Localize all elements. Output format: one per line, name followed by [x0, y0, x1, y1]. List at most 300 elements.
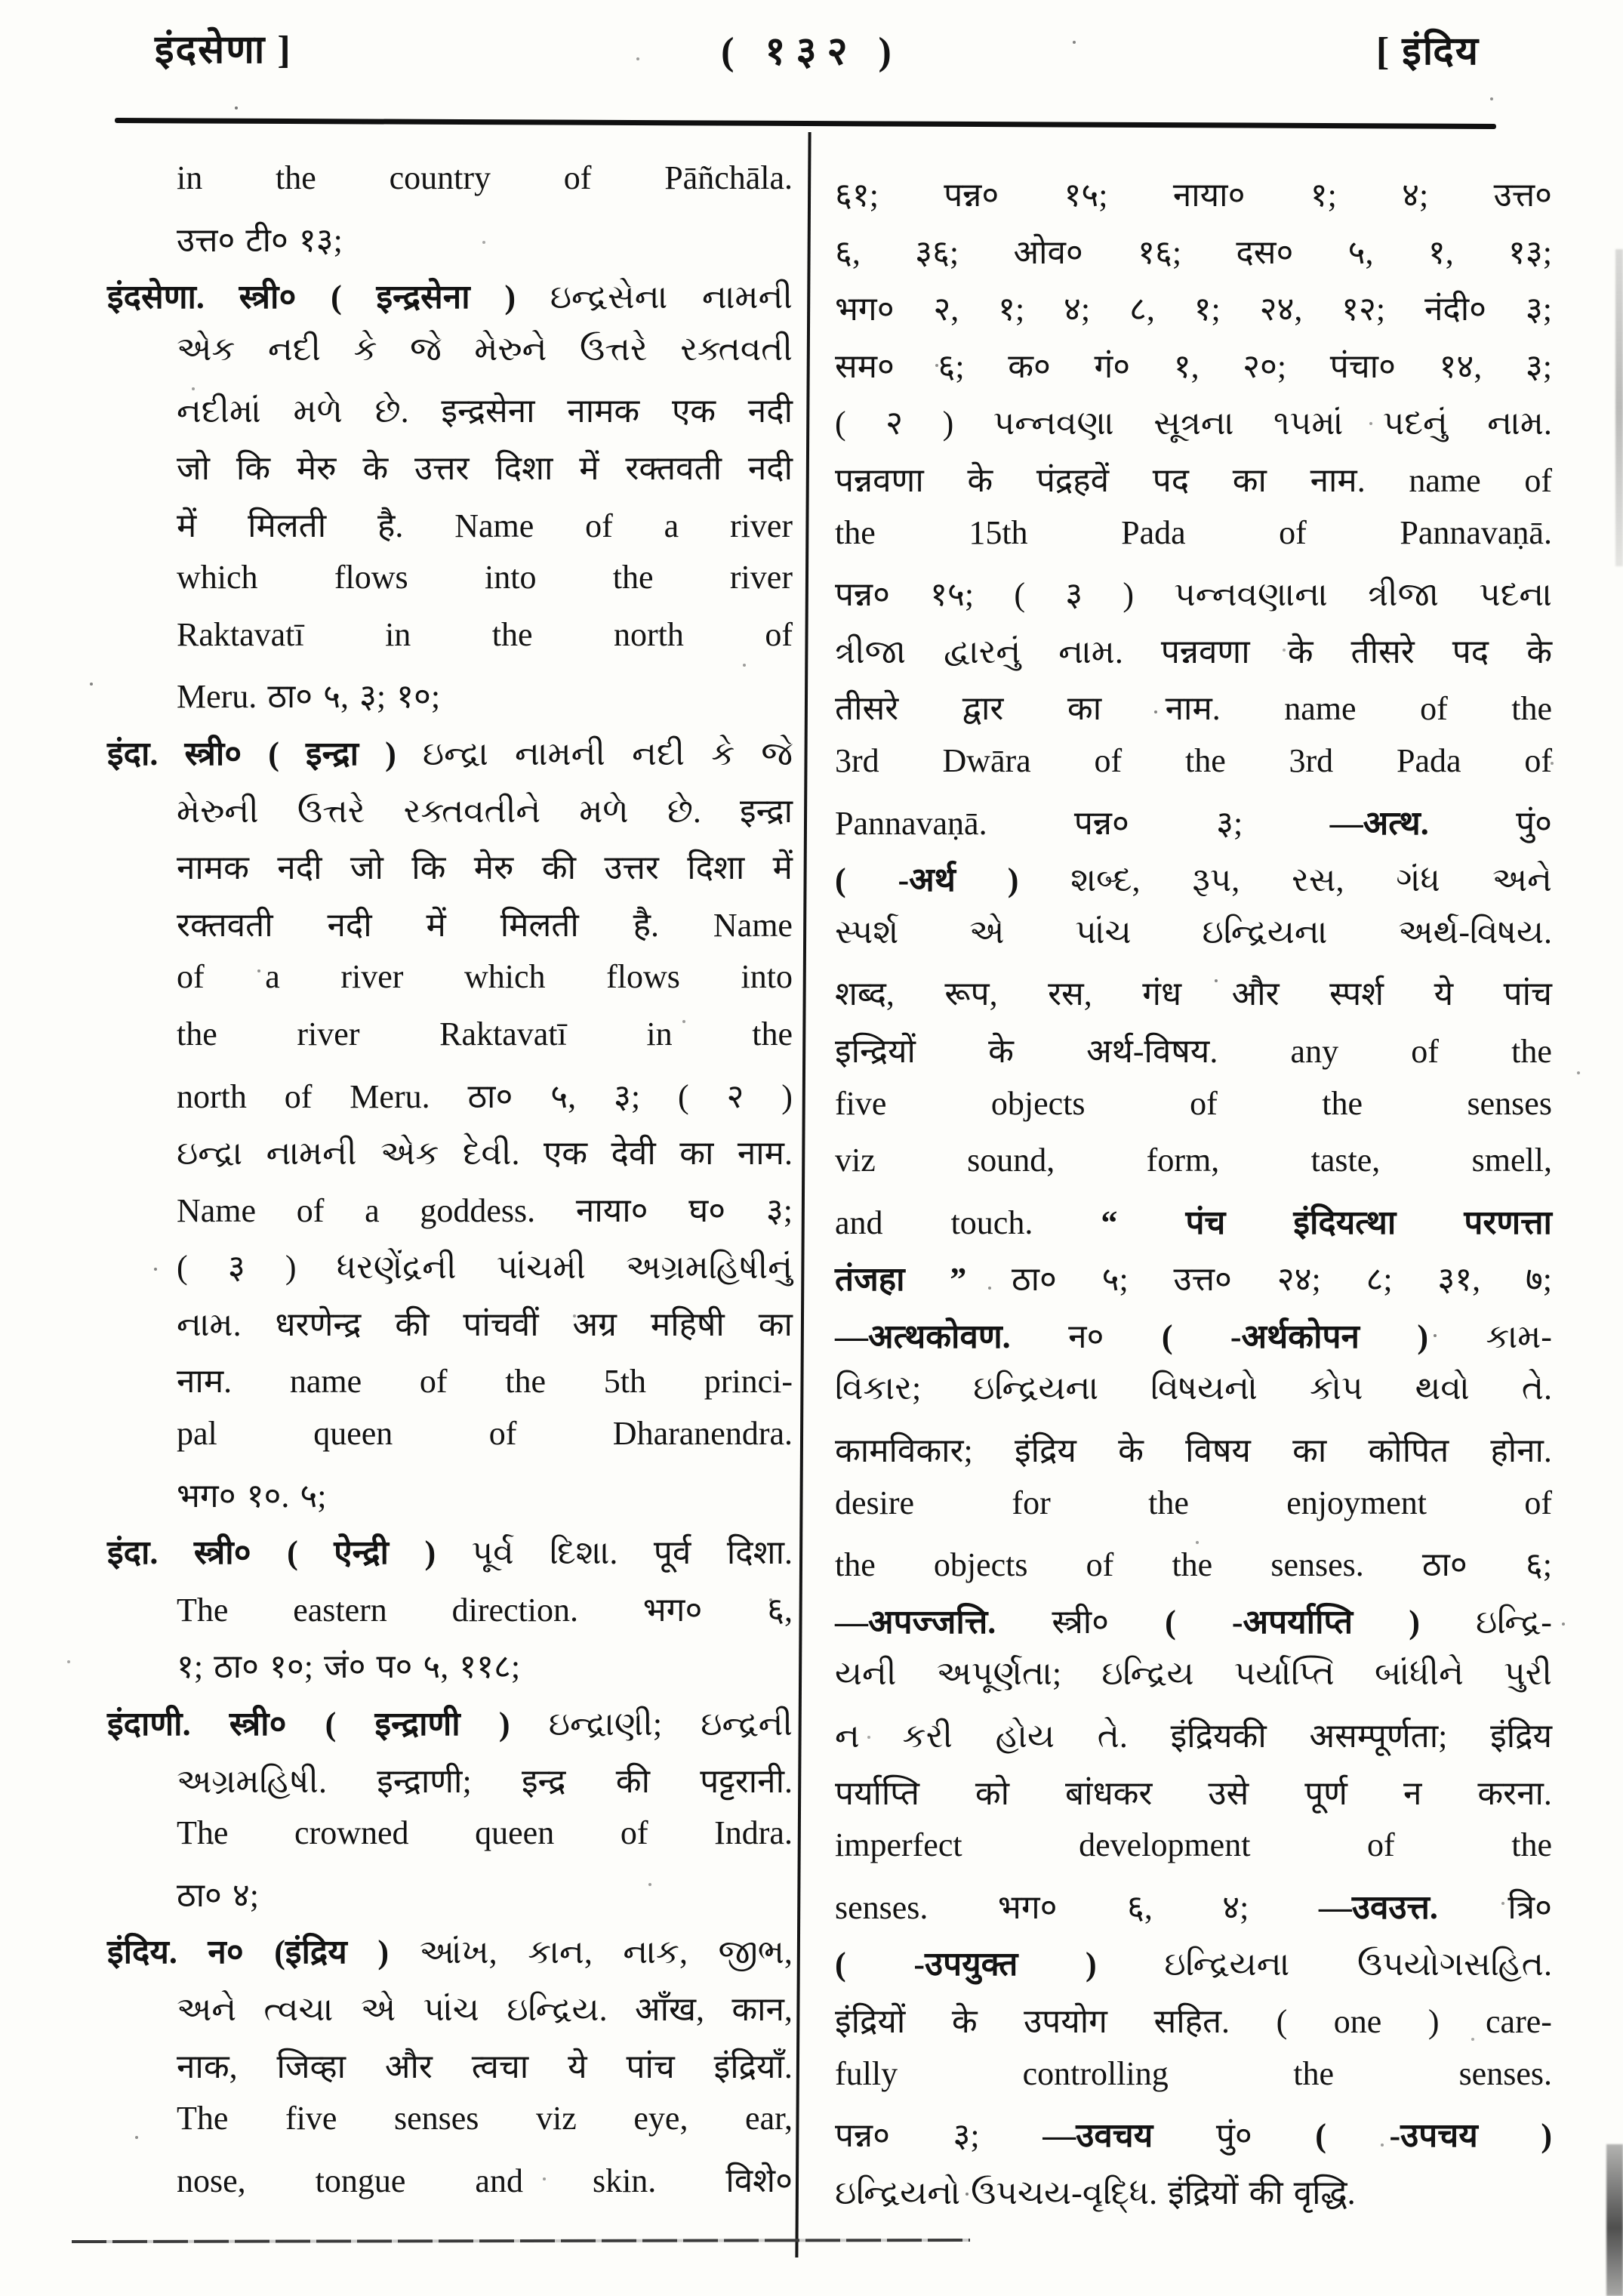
text-segment: નામની [266, 1135, 357, 1173]
text-line [835, 913, 1552, 970]
text-line [835, 1654, 1552, 1712]
text-segment: એ [969, 913, 1005, 951]
text-segment: एक [671, 393, 716, 430]
text-segment: धरणेन्द्र [275, 1305, 362, 1343]
text-segment: એક [380, 1135, 439, 1173]
text-segment: કે [353, 330, 377, 368]
text-segment: ઇન્દ્રાણી; [548, 1706, 663, 1743]
text-segment: ३; [1525, 347, 1552, 385]
text-line [107, 1814, 793, 1871]
text-segment: ગંધ [1396, 861, 1440, 899]
column-divider [795, 132, 811, 2257]
text-segment: ઇન્દ્રિયનો [835, 2174, 961, 2211]
headword-segment: “ [1101, 1203, 1118, 1241]
text-segment: in [385, 615, 411, 653]
text-segment: થવો [1415, 1370, 1470, 1407]
text-segment: टी० [245, 221, 288, 259]
headword-segment: पंच [1185, 1203, 1226, 1241]
text-segment: 3rd [1289, 741, 1334, 779]
text-segment: પાંચ [423, 1991, 479, 2028]
text-segment: flows [606, 958, 680, 996]
text-segment: સ્પર્શ [835, 913, 899, 951]
text-segment: મળે [293, 393, 343, 430]
headword-segment: —उवचय [1042, 2117, 1153, 2155]
text-segment: five [835, 1084, 887, 1122]
text-segment: Pannavaṇā. [1400, 513, 1552, 551]
text-segment: पन्नवणा [1160, 633, 1250, 670]
text-segment: Dharanendra. [612, 1415, 793, 1453]
text-segment: पंचा० [1329, 347, 1396, 385]
headword-segment: ) [424, 1534, 436, 1572]
scan-noise-speckles [0, 0, 2, 2]
text-segment: में [426, 906, 446, 944]
text-segment: कोपित [1368, 1432, 1449, 1470]
text-line [107, 1300, 793, 1358]
text-segment: १५; [1064, 177, 1108, 214]
text-segment: १०. [246, 1477, 290, 1515]
text-segment: महिषी [650, 1305, 725, 1343]
text-segment: ठा० [267, 678, 313, 716]
text-segment: २०; [1243, 347, 1287, 385]
text-segment: The [177, 2100, 229, 2137]
text-segment: અગ્રમહિષી. [177, 1762, 328, 1800]
text-segment: objects [990, 1084, 1086, 1122]
text-segment: Meru. [350, 1077, 430, 1115]
text-segment: का [1292, 1432, 1327, 1470]
text-segment: स्पर्श [1329, 975, 1384, 1013]
text-segment: ४; [1064, 291, 1091, 328]
text-segment: ઇન્દ્રિયના [973, 1370, 1099, 1407]
text-segment: त्वचा [471, 2048, 529, 2085]
text-segment: enjoyment [1286, 1484, 1427, 1521]
text-segment: क० [1008, 347, 1051, 385]
text-segment: ८; [1366, 1261, 1393, 1299]
text-segment: पद [1152, 461, 1190, 499]
text-segment: કામ- [1486, 1318, 1552, 1355]
text-segment: જે [410, 330, 442, 368]
text-line [107, 1700, 793, 1757]
headword-segment: ) [498, 1706, 510, 1743]
text-segment: न [1403, 1774, 1422, 1812]
text-segment: રક્તવતી [680, 330, 793, 368]
text-line [835, 627, 1552, 685]
text-line [107, 729, 793, 787]
text-segment: of [419, 1363, 448, 1401]
text-line [835, 1769, 1552, 1826]
text-segment: जो [177, 449, 211, 487]
text-segment: નદીમાં [177, 393, 261, 430]
text-segment: इन्द्रसेना [441, 393, 535, 430]
text-segment: care- [1486, 2003, 1552, 2040]
text-segment: of [1086, 1546, 1114, 1584]
text-segment: में [177, 507, 197, 544]
text-segment: મેરુની [177, 792, 259, 830]
text-segment: की [395, 1305, 430, 1343]
text-segment: ઇન્દ્રની [701, 1706, 793, 1743]
text-segment: ६१; [835, 177, 879, 214]
text-segment: रक्तवती [625, 449, 722, 487]
text-segment: of [1367, 1826, 1395, 1864]
text-segment: भग० [177, 1477, 236, 1515]
text-segment: in [646, 1015, 673, 1052]
text-segment: के [988, 1032, 1014, 1070]
text-segment: ) [1123, 576, 1135, 614]
text-segment: princi- [704, 1363, 793, 1401]
text-segment: queen [475, 1814, 555, 1852]
headword-segment: -उपचय [1389, 2117, 1478, 2155]
text-segment: ધરણેંદ્રની [336, 1249, 457, 1287]
text-segment: २४, [1259, 291, 1303, 328]
headword-segment: -उपयुक्त [913, 1946, 1018, 1983]
text-segment: Pāñchāla. [664, 159, 793, 196]
headword-segment: स्त्री० [229, 1706, 287, 1743]
headword-segment: ) [1541, 2117, 1552, 2155]
headword-segment: —उवउत्त. [1318, 1888, 1438, 1926]
text-segment: ( [677, 1077, 689, 1115]
text-segment: of [1524, 741, 1552, 779]
headword-segment: स्त्री० [193, 1534, 251, 1572]
scan-edge-smudge [1606, 2144, 1623, 2296]
headword-segment: (इंद्रिय [274, 1934, 347, 1971]
text-segment: a [265, 958, 280, 996]
text-segment: one [1333, 2003, 1382, 2040]
text-segment: જીભ, [718, 1934, 793, 1971]
text-segment: છે. [374, 393, 409, 430]
text-line [107, 159, 793, 216]
text-segment: નામની [515, 735, 606, 772]
text-segment: पन्न० [835, 2117, 890, 2155]
text-segment: skin. [592, 2162, 657, 2199]
text-segment: name [1284, 690, 1357, 728]
headword-segment: -अर्थ [898, 861, 956, 899]
text-segment: the [835, 1546, 876, 1584]
text-line [835, 969, 1552, 1027]
text-segment: भग० [642, 1591, 703, 1629]
text-segment: अर्थ-विषय. [1086, 1032, 1218, 1070]
text-segment: કોપ [1309, 1370, 1363, 1407]
text-line [107, 1985, 793, 2042]
text-segment: રક્તવતીને [403, 792, 541, 830]
text-segment: १२; [1341, 291, 1386, 328]
text-line [835, 799, 1552, 856]
text-segment: मेरु [296, 449, 337, 487]
text-segment: नाम. [737, 1135, 793, 1173]
text-segment: and [835, 1203, 883, 1241]
text-line [107, 1928, 793, 1985]
text-segment: इन्द्रा [740, 792, 793, 830]
text-segment: પર્યાપ્તિ [1233, 1655, 1335, 1693]
headword-segment: स्त्री० [184, 735, 242, 772]
text-segment: river [729, 507, 793, 544]
text-segment: ४; [232, 1876, 259, 1914]
text-segment: Name [454, 507, 534, 544]
text-segment: घ० [688, 1191, 726, 1229]
text-segment: એ [360, 1991, 396, 2028]
text-segment: પદના [1479, 576, 1552, 614]
text-segment: भग० [835, 291, 895, 328]
text-segment: of [488, 1415, 517, 1453]
text-segment: કરી [902, 1718, 953, 1755]
text-segment: eastern [293, 1591, 387, 1629]
headword-segment: ) [504, 279, 516, 316]
text-line [835, 1141, 1552, 1198]
text-segment: form, [1146, 1142, 1220, 1179]
text-segment: ५; [300, 1477, 327, 1515]
text-segment: ) [285, 1249, 297, 1287]
text-segment: अग्र [572, 1305, 617, 1343]
text-segment: और [384, 2048, 433, 2085]
text-segment: the [276, 159, 316, 196]
text-segment: २४; [1277, 1261, 1321, 1299]
text-segment: इंद्रियाँ. [713, 2048, 793, 2085]
text-segment: નામ. [177, 1305, 242, 1343]
text-segment: fully [835, 2054, 898, 2092]
text-segment: उत्तर [414, 449, 470, 487]
text-segment: કાન, [528, 1934, 593, 1971]
right-column [835, 171, 1552, 2225]
text-segment: the [835, 513, 876, 551]
text-segment: का [1067, 690, 1102, 728]
text-segment: objects [933, 1546, 1028, 1584]
text-segment: the [1172, 1546, 1213, 1584]
text-segment: ત્રીજા [1367, 576, 1439, 614]
text-segment: की [1249, 2174, 1283, 2211]
text-segment: Dwāra [942, 741, 1031, 779]
text-segment: ઇન્દ્રિયના [1164, 1946, 1290, 1983]
text-segment: the [1184, 741, 1226, 779]
text-segment: गंध [1142, 975, 1182, 1013]
text-segment: आँख, [635, 1991, 704, 2028]
text-segment: the [1148, 1484, 1189, 1521]
text-segment: १४, [1439, 347, 1483, 385]
headword-segment: इन्द्रसेना [376, 279, 470, 316]
text-line [835, 855, 1552, 913]
text-segment: of [765, 615, 793, 653]
text-line [835, 513, 1552, 571]
text-segment: the [1322, 1084, 1363, 1122]
text-segment: दिशा [687, 849, 745, 887]
text-segment: नाम. [177, 1363, 233, 1401]
text-line [107, 216, 793, 273]
text-segment: ( [835, 405, 846, 442]
text-segment: १३; [298, 221, 343, 259]
headword-segment: ( [1165, 1603, 1176, 1641]
text-segment: २ [726, 1077, 744, 1115]
text-segment: યની [835, 1655, 897, 1693]
text-line [107, 387, 793, 444]
text-segment: की [615, 1762, 650, 1800]
text-segment: नाया० [575, 1191, 648, 1229]
headword-segment: इन्द्राणी [374, 1706, 460, 1743]
text-segment: of [620, 1814, 648, 1852]
text-segment: शब्द, [835, 975, 895, 1013]
text-segment: इंद्रिय [1490, 1718, 1552, 1755]
text-segment: ७; [1525, 1261, 1552, 1299]
text-segment: pal [177, 1415, 217, 1453]
text-line [835, 2168, 1552, 2226]
text-segment: તે. [1097, 1718, 1128, 1755]
text-segment: એક [177, 330, 236, 368]
text-segment: जं० [323, 1648, 366, 1686]
text-segment: river [297, 1015, 360, 1052]
text-segment: त्रि० [1508, 1888, 1552, 1926]
text-segment: the [505, 1363, 547, 1401]
header-right-catchword: [ इंदिय [1375, 30, 1480, 73]
text-segment: goddess. [420, 1191, 536, 1229]
text-segment: कान, [731, 1991, 793, 2028]
text-segment: और [1231, 975, 1280, 1013]
text-segment: for [1012, 1484, 1051, 1521]
text-segment: को [975, 1774, 1010, 1812]
text-segment: सम० [835, 347, 895, 385]
text-segment: कामविकार; [835, 1432, 973, 1470]
scan-edge-smudge-upper [1615, 249, 1623, 566]
text-segment: पद [1452, 633, 1489, 670]
text-line [835, 2054, 1552, 2112]
text-segment: name [1409, 461, 1481, 499]
text-segment: eye, [633, 2100, 688, 2137]
text-segment: Pada [1121, 513, 1186, 551]
text-segment: અર્થ-વિષય. [1398, 913, 1552, 951]
text-segment: १०; [269, 1648, 313, 1686]
text-segment: 3rd [835, 741, 879, 779]
text-segment: બાંધીને [1374, 1655, 1464, 1693]
text-segment: sound, [967, 1142, 1055, 1179]
text-segment: उत्त० [1493, 177, 1552, 214]
text-segment: इंद्रियों [1168, 2174, 1239, 2211]
text-segment: a [365, 1191, 380, 1229]
text-segment: 5th [603, 1363, 646, 1401]
text-segment: હોય [995, 1718, 1055, 1755]
text-line [835, 456, 1552, 513]
text-segment: of [296, 1191, 325, 1229]
text-segment: of [1411, 1032, 1439, 1070]
text-segment: the [612, 559, 654, 596]
text-segment: पांचवीं [463, 1305, 539, 1343]
text-segment: touch. [950, 1203, 1033, 1241]
text-line [107, 2156, 793, 2214]
text-segment: tongue [315, 2162, 406, 2199]
text-segment: नामक [177, 849, 249, 887]
headword-segment: ( [325, 1706, 337, 1743]
text-segment: विशे० [725, 2162, 793, 2199]
text-segment: the [752, 1015, 793, 1052]
text-segment: ५, [1347, 233, 1374, 271]
text-segment: ઉપયોગસહિત. [1357, 1946, 1552, 1983]
text-segment: नाम. [1310, 461, 1366, 499]
text-segment: senses. [1458, 2054, 1552, 2092]
text-segment: ३; [1216, 804, 1243, 842]
text-segment: उसे [1208, 1774, 1249, 1812]
text-segment: ये [568, 2048, 587, 2085]
text-segment: પુરી [1504, 1655, 1552, 1693]
text-segment: २ [885, 405, 904, 442]
text-line [835, 570, 1552, 627]
text-segment: nose, [177, 2162, 246, 2199]
text-segment: દ્વારનું [944, 633, 1021, 670]
text-segment: का [1232, 461, 1267, 499]
text-segment: અને [177, 1991, 237, 2028]
headword-segment: ( [835, 861, 846, 899]
headword-segment: ( [287, 1534, 298, 1572]
text-segment: Pannavaṇā. [835, 804, 987, 842]
text-line [835, 1940, 1552, 1997]
text-segment: Indra. [714, 1814, 793, 1852]
text-line [107, 787, 793, 844]
text-segment: के [1526, 633, 1552, 670]
page-number: ( १३२ ) [721, 30, 902, 73]
text-segment: a [664, 507, 679, 544]
text-segment: बांधकर [1065, 1774, 1153, 1812]
text-segment: અપૂર્ણતા; [936, 1655, 1062, 1693]
text-segment: में [772, 849, 793, 887]
text-segment: viz [536, 2100, 577, 2137]
headword-segment: —अत्थ. [1329, 804, 1429, 842]
text-segment: द्वार [962, 690, 1004, 728]
text-segment: name [289, 1363, 362, 1401]
headword-segment: ( [835, 1946, 846, 1983]
text-line [107, 2099, 793, 2156]
text-segment: કે [711, 735, 735, 772]
text-line [107, 1186, 793, 1244]
text-segment: मेरु [473, 849, 514, 887]
headword-segment: ) [1007, 861, 1019, 899]
text-segment: the [1511, 690, 1552, 728]
text-segment: the [1511, 1032, 1552, 1070]
text-segment: है. [377, 507, 404, 544]
text-segment: of [1190, 1084, 1218, 1122]
text-line [835, 1712, 1552, 1769]
text-line [835, 1883, 1552, 1940]
text-segment: पांच [626, 2048, 675, 2085]
text-segment: उपयोग [1024, 2003, 1107, 2040]
text-segment: ६, [1126, 1888, 1153, 1926]
text-segment: desire [835, 1484, 915, 1521]
text-segment: १६; [1138, 233, 1182, 271]
text-segment: અગ્રમહિષીનું [626, 1249, 793, 1287]
text-segment: ) [942, 405, 954, 442]
text-segment: ( [1276, 2003, 1288, 2040]
text-line [107, 1015, 793, 1072]
text-segment: मिलती [500, 906, 579, 944]
text-segment: असम्पूर्णता; [1309, 1718, 1448, 1755]
text-segment: senses [1467, 1084, 1552, 1122]
headword-segment: ( [331, 279, 342, 316]
text-line [835, 1369, 1552, 1426]
text-segment: वृद्धि. [1293, 2174, 1356, 2211]
text-line [107, 1129, 793, 1186]
text-segment: ये [1434, 975, 1454, 1013]
text-line [107, 1586, 793, 1643]
text-segment: विषय [1185, 1432, 1251, 1470]
headword-segment: इंदिय. [107, 1934, 177, 1971]
text-segment: Raktavatī [177, 615, 304, 653]
text-segment: ઇન્દ્રા [177, 1135, 243, 1173]
text-segment: queen [313, 1415, 393, 1453]
text-line [107, 957, 793, 1015]
text-line [835, 1426, 1552, 1484]
text-segment: दिशा. [726, 1534, 793, 1572]
text-segment: દેવી. [462, 1135, 520, 1173]
text-segment: ઇન્દ્રા [422, 735, 488, 772]
text-segment: ठा० [467, 1077, 513, 1115]
text-segment: इन्द्र [521, 1762, 566, 1800]
text-segment: ठा० [1421, 1546, 1467, 1584]
text-segment: तीसरे [1350, 633, 1415, 670]
text-line [107, 1472, 793, 1529]
text-segment: नामक [567, 393, 640, 430]
text-segment: crowned [294, 1814, 409, 1852]
